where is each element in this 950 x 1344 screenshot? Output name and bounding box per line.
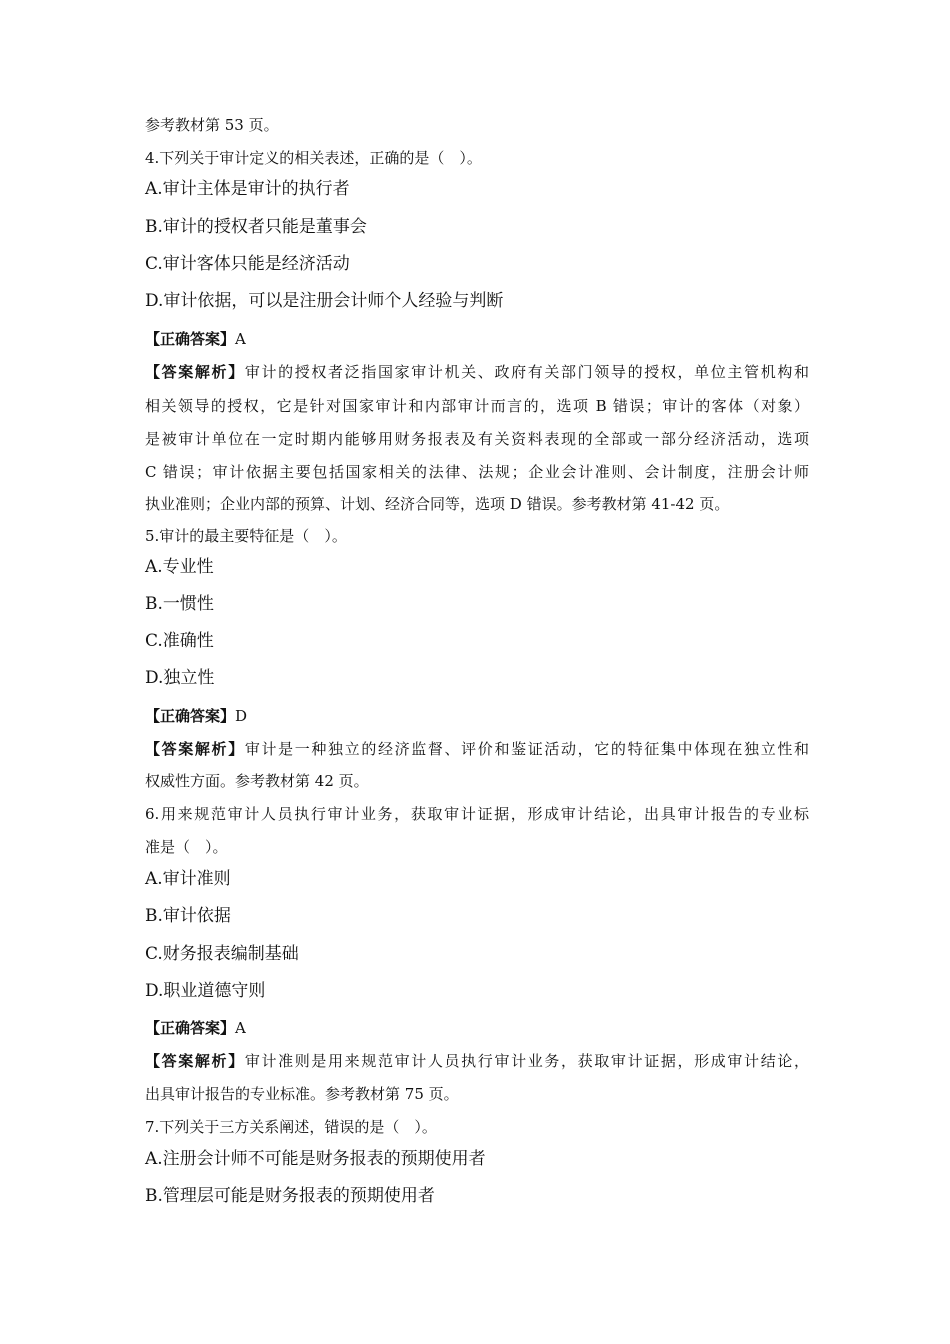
question-6-analysis-line: 出具审计报告的专业标准。参考教材第 75 页。 <box>145 1085 459 1103</box>
question-5-answer <box>145 709 247 724</box>
question-4-option-b: B.审计的授权者只能是董事会 <box>145 217 367 237</box>
question-4-answer <box>145 332 246 347</box>
analysis-label: 【答案解析】 <box>145 1052 245 1070</box>
question-4-analysis-line <box>145 365 809 380</box>
answer-label: 【正确答案】 <box>145 330 236 348</box>
question-4-analysis-line: 是被审计单位在一定时期内能够用财务报表及有关资料表现的全部或一部分经济活动，选项 <box>145 430 809 448</box>
analysis-text: 审计是一种独立的经济监督、评价和鉴证活动，它的特征集中体现在独立性和 <box>244 740 809 758</box>
answer-value: A <box>235 1019 246 1037</box>
question-5-analysis-line <box>145 742 809 757</box>
question-5-stem: 5.审计的最主要特征是（ ）。 <box>145 527 347 545</box>
answer-value: D <box>235 707 248 725</box>
question-6-stem: 6.用来规范审计人员执行审计业务，获取审计证据，形成审计结论，出具审计报告的专业标 <box>145 805 809 823</box>
question-4-analysis-line: 相关领导的授权，它是针对国家审计和内部审计而言的，选项 B 错误；审计的客体（对象） <box>145 397 809 415</box>
question-7-option-a: A.注册会计师不可能是财务报表的预期使用者 <box>145 1149 486 1169</box>
question-4-option-c: C.审计客体只能是经济活动 <box>145 254 350 274</box>
question-6-option-c: C.财务报表编制基础 <box>145 944 299 964</box>
question-6-stem: 准是（ ）。 <box>145 838 228 856</box>
question-6-option-b: B.审计依据 <box>145 906 231 926</box>
question-4-analysis-line: 执业准则；企业内部的预算、计划、经济合同等，选项 D 错误。参考教材第 41-42 页。 <box>145 495 730 513</box>
answer-value: A <box>235 330 246 348</box>
question-4-stem: 4.下列关于审计定义的相关表述，正确的是（ ）。 <box>145 149 482 167</box>
analysis-label: 【答案解析】 <box>145 740 245 758</box>
analysis-text: 审计的授权者泛指国家审计机关、政府有关部门领导的授权，单位主管机构和 <box>244 363 809 381</box>
answer-label: 【正确答案】 <box>145 1019 236 1037</box>
question-6-analysis-line <box>145 1054 809 1069</box>
question-7-stem: 7.下列关于三方关系阐述，错误的是（ ）。 <box>145 1118 437 1136</box>
reference-note: 参考教材第 53 页。 <box>145 116 279 134</box>
question-5-analysis-line: 权威性方面。参考教材第 42 页。 <box>145 772 369 790</box>
question-6-option-d: D.职业道德守则 <box>145 981 266 1001</box>
answer-label: 【正确答案】 <box>145 707 236 725</box>
question-4-option-a: A.审计主体是审计的执行者 <box>145 179 350 199</box>
question-5-option-c: C.准确性 <box>145 631 214 651</box>
question-5-option-b: B.一惯性 <box>145 594 214 614</box>
question-4-analysis-line: C 错误；审计依据主要包括国家相关的法律、法规；企业会计准则、会计制度，注册会计师 <box>145 463 809 481</box>
question-5-option-a: A.专业性 <box>145 557 214 577</box>
question-5-option-d: D.独立性 <box>145 668 215 688</box>
analysis-text: 审计准则是用来规范审计人员执行审计业务，获取审计证据，形成审计结论， <box>244 1052 809 1070</box>
question-6-option-a: A.审计准则 <box>145 869 231 889</box>
question-4-option-d: D.审计依据，可以是注册会计师个人经验与判断 <box>145 291 504 311</box>
question-6-answer <box>145 1021 246 1036</box>
question-7-option-b: B.管理层可能是财务报表的预期使用者 <box>145 1186 435 1206</box>
analysis-label: 【答案解析】 <box>145 363 245 381</box>
